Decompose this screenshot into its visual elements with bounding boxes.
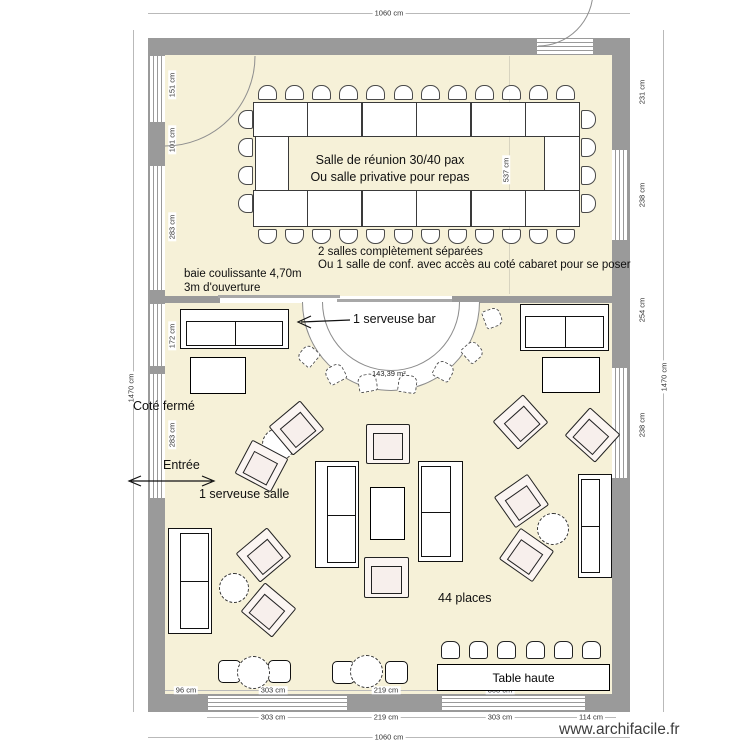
high-table[interactable] — [437, 664, 610, 691]
dim-label: 1060 cm — [374, 8, 404, 18]
dim-label: 1470 cm — [659, 362, 669, 392]
high-table-stool[interactable] — [554, 641, 573, 659]
lounge-table[interactable] — [537, 513, 569, 545]
room1-title-line1[interactable]: Salle de réunion 30/40 pax — [315, 153, 465, 167]
lounge-table[interactable] — [219, 573, 249, 603]
dim-label: 1060 cm — [374, 732, 404, 742]
note-seat-count[interactable]: 44 places — [438, 591, 492, 605]
sofa[interactable] — [315, 461, 359, 568]
dim-label: 303 cm — [487, 712, 513, 722]
conference-table[interactable] — [525, 102, 580, 137]
note-room-staff[interactable]: 1 serveuse salle — [199, 487, 290, 501]
conference-chair[interactable] — [394, 85, 413, 100]
high-table-stool[interactable] — [497, 641, 516, 659]
partition-wall — [165, 296, 220, 303]
dim-label: 151 cm — [167, 72, 177, 98]
conference-table[interactable] — [471, 190, 526, 227]
dim-label: 238 cm — [637, 412, 647, 438]
conference-table[interactable] — [362, 190, 417, 227]
dim-label: 96 cm — [175, 685, 197, 695]
dim-label: 238 cm — [637, 182, 647, 208]
window[interactable] — [612, 368, 627, 478]
dim-label: 101 cm — [167, 127, 177, 153]
area-label: 143,39 m² — [372, 369, 406, 378]
conference-chair[interactable] — [312, 85, 331, 100]
room1-title-line2[interactable]: Ou salle privative pour repas — [310, 170, 470, 184]
dim-label: 283 cm — [167, 422, 177, 448]
conference-chair[interactable] — [238, 194, 253, 213]
conference-table[interactable] — [253, 190, 308, 227]
conference-chair[interactable] — [421, 229, 440, 244]
conference-chair[interactable] — [339, 85, 358, 100]
window[interactable] — [612, 150, 627, 240]
note-entrance[interactable]: Entrée — [163, 458, 200, 472]
window[interactable] — [150, 374, 165, 498]
sofa[interactable] — [180, 309, 289, 349]
dim-label: 303 cm — [260, 712, 286, 722]
bistro-table[interactable] — [350, 655, 383, 688]
armchair[interactable] — [364, 557, 409, 598]
high-table-stool[interactable] — [582, 641, 601, 659]
conference-chair[interactable] — [448, 85, 467, 100]
conference-table[interactable] — [307, 190, 362, 227]
sliding-bay-panel[interactable] — [218, 295, 340, 298]
conference-chair[interactable] — [258, 85, 277, 100]
conference-table[interactable] — [307, 102, 362, 137]
conference-chair[interactable] — [556, 85, 575, 100]
sofa[interactable] — [168, 528, 212, 634]
sofa[interactable] — [520, 304, 609, 351]
high-table-stool[interactable] — [526, 641, 545, 659]
note-separation-2[interactable]: Ou 1 salle de conf. avec accès au coté cabaret pour se poser — [318, 259, 631, 271]
high-table-label: Table haute — [492, 670, 555, 685]
conference-chair[interactable] — [502, 85, 521, 100]
dim-label: 283 cm — [167, 214, 177, 240]
note-separation-1[interactable]: 2 salles complètement séparées — [318, 246, 483, 258]
sofa[interactable] — [578, 474, 612, 578]
watermark: www.archifacile.fr — [559, 721, 680, 738]
conference-chair[interactable] — [366, 85, 385, 100]
conference-table[interactable] — [525, 190, 580, 227]
conference-chair[interactable] — [238, 110, 253, 129]
dim-label: 537 cm — [501, 157, 511, 183]
dim-label: 219 cm — [373, 685, 399, 695]
coffee-table[interactable] — [542, 357, 600, 393]
coffee-table[interactable] — [190, 357, 246, 394]
dim-label: 219 cm — [373, 712, 399, 722]
window[interactable] — [150, 166, 165, 290]
dim-label: 1470 cm — [126, 373, 136, 403]
conference-table[interactable] — [416, 102, 471, 137]
dim-label: 254 cm — [637, 297, 647, 323]
window[interactable] — [150, 56, 165, 122]
dim-label: 231 cm — [637, 79, 647, 105]
conference-table[interactable] — [544, 136, 580, 191]
coffee-table[interactable] — [370, 487, 405, 540]
window[interactable] — [442, 696, 585, 710]
window[interactable] — [208, 696, 347, 710]
dim-label: 172 cm — [167, 323, 177, 349]
high-table-stool[interactable] — [441, 641, 460, 659]
conference-table[interactable] — [253, 102, 308, 137]
dim-label: 114 cm — [578, 712, 604, 722]
high-table-stool[interactable] — [469, 641, 488, 659]
bistro-table[interactable] — [237, 656, 270, 689]
conference-table[interactable] — [362, 102, 417, 137]
conference-chair[interactable] — [421, 85, 440, 100]
sofa[interactable] — [418, 461, 463, 562]
armchair[interactable] — [366, 424, 410, 464]
conference-chair[interactable] — [529, 85, 548, 100]
bistro-chair[interactable] — [385, 661, 408, 684]
conference-table[interactable] — [471, 102, 526, 137]
note-sliding-bay-2[interactable]: 3m d'ouverture — [184, 282, 261, 294]
conference-chair[interactable] — [448, 229, 467, 244]
bistro-chair[interactable] — [268, 660, 291, 683]
window[interactable] — [150, 304, 165, 366]
note-closed-side[interactable]: Coté fermé — [133, 399, 195, 413]
conference-chair[interactable] — [285, 85, 304, 100]
conference-chair[interactable] — [475, 85, 494, 100]
note-bar-staff[interactable]: 1 serveuse bar — [353, 312, 436, 326]
dim-label: 303 cm — [260, 685, 286, 695]
door-leaf[interactable] — [537, 39, 593, 54]
note-sliding-bay-1[interactable]: baie coulissante 4,70m — [184, 268, 302, 280]
conference-chair[interactable] — [475, 229, 494, 244]
conference-chair[interactable] — [394, 229, 413, 244]
conference-table[interactable] — [416, 190, 471, 227]
